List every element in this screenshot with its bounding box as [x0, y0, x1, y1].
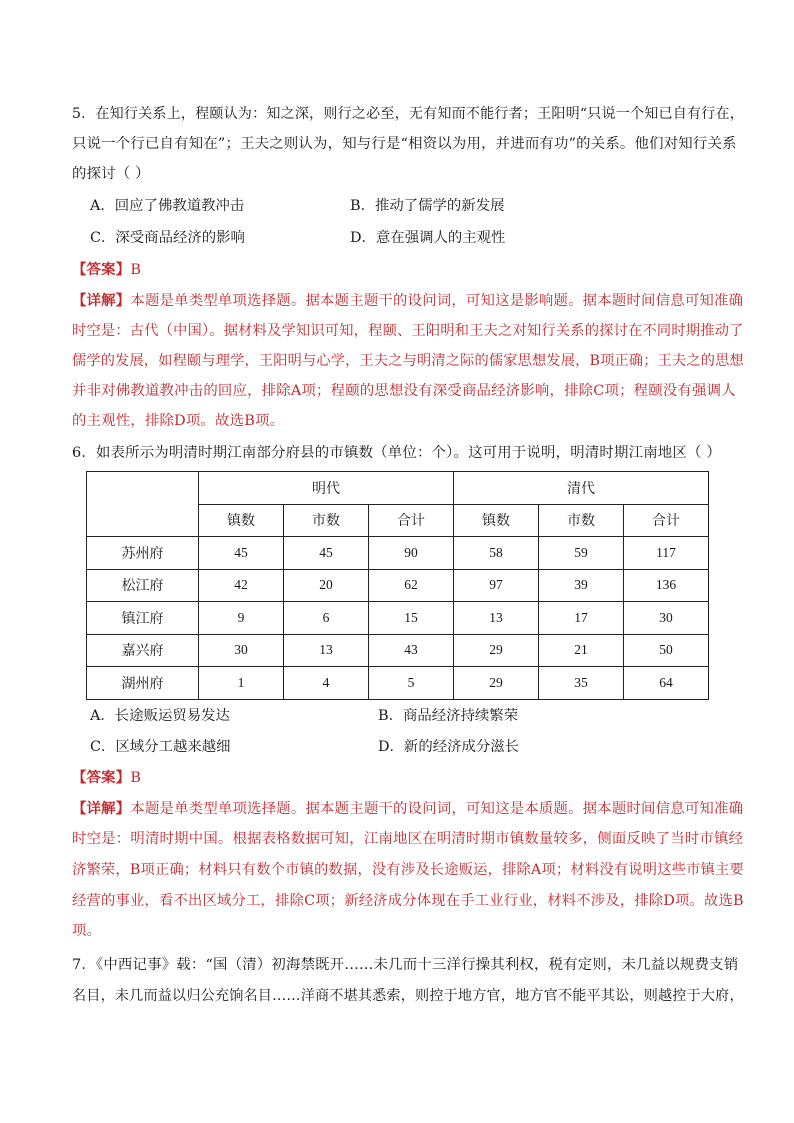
table-cell: 35 — [539, 667, 624, 700]
q5-detail-text-1: 本题是单类型单项选择题。据本题主题干的设问词，可知这是影响题。据本题时间信息可知准确 — [130, 293, 744, 309]
q6-option-b: B．商品经济持续繁荣 — [378, 708, 519, 724]
table-cell: 6 — [284, 602, 369, 635]
table-cell: 97 — [454, 569, 539, 602]
table-cell: 58 — [454, 537, 539, 570]
table-cell: 90 — [369, 537, 454, 570]
table-cell: 4 — [284, 667, 369, 700]
table-cell: 13 — [284, 634, 369, 667]
sub-header-cell: 镇数 — [454, 504, 539, 537]
table-cell: 1 — [199, 667, 284, 700]
table-cell: 59 — [539, 537, 624, 570]
q5-detail-line-1 — [72, 291, 743, 311]
table-cell: 29 — [454, 667, 539, 700]
q6-detail-label: 【详解】 — [72, 800, 131, 817]
q5-detail-line-2: 时空是：古代（中国）。据材料及学知识可知，程颐、王阳明和王夫之对知行关系的探讨在不同时期推动了 — [72, 323, 744, 339]
q6-detail-text-1: 本题是单类型单项选择题。据本题主题干的设问词，可知这是本质题。据本题时间信息可知准确 — [130, 801, 744, 817]
table-cell: 17 — [539, 602, 624, 635]
q5-option-d: D．意在强调人的主观性 — [350, 230, 506, 246]
table-cell: 39 — [539, 569, 624, 602]
table-cell: 29 — [454, 634, 539, 667]
sub-header-cell: 镇数 — [199, 504, 284, 537]
q6-answer-value: B — [130, 770, 142, 786]
q6-option-c: C．区域分工越来越细 — [90, 739, 231, 755]
q7-stem-line-1: 7．《中西记事》载：“国（清）初海禁既开……未几而十三洋行操其利权，税有定则，未几益以规费支销 — [72, 957, 739, 973]
period-header-ming: 明代 — [199, 472, 454, 505]
table-cell: 136 — [624, 569, 709, 602]
q5-answer-value: B — [130, 262, 142, 278]
q5-option-b: B．推动了儒学的新发展 — [350, 198, 505, 214]
table-cell: 20 — [284, 569, 369, 602]
q5-detail-label: 【详解】 — [72, 292, 131, 309]
q5-option-c: C．深受商品经济的影响 — [90, 230, 245, 246]
sub-header-cell: 合计 — [369, 504, 454, 537]
table-cell: 13 — [454, 602, 539, 635]
q5-stem-line-3: 的探讨（ ） — [72, 166, 150, 182]
table-cell: 45 — [199, 537, 284, 570]
table-row — [87, 602, 709, 635]
q5-detail-line-4: 并非对佛教道教冲击的回应，排除A项；程颐的思想没有深受商品经济影响，排除C项；程颐没有强调人 — [72, 383, 736, 399]
q5-detail-line-5: 的主观性，排除D项。故选B项。 — [72, 413, 285, 429]
q6-stem: 6．如表所示为明清时期江南部分府县的市镇数（单位：个）。这可用于说明，明清时期江南地区（ ） — [72, 445, 721, 461]
table-cell: 45 — [284, 537, 369, 570]
q5-answer-label: 【答案】 — [72, 261, 131, 278]
period-header-qing: 清代 — [454, 472, 709, 505]
table-cell: 42 — [199, 569, 284, 602]
sub-header-cell: 合计 — [624, 504, 709, 537]
q5-stem-line-2: 只说一个行已自有知在”；王夫之则认为，知与行是“相资以为用，并进而有功”的关系。他们对知行关系 — [72, 136, 737, 152]
q6-detail-line-3: 济繁荣，B项正确；材料只有数个市镇的数据，没有涉及长途贩运，排除A项；材料没有说明这些市镇主要 — [72, 862, 744, 878]
table-row — [87, 634, 709, 667]
table-cell: 30 — [199, 634, 284, 667]
table-row — [87, 569, 709, 602]
table-corner-cell — [87, 472, 199, 537]
q6-answer-label: 【答案】 — [72, 769, 131, 786]
table-cell: 50 — [624, 634, 709, 667]
q7-stem-line-2: 名目，未几而益以归公充饷名目……洋商不堪其悉索，则控于地方官，地方官不能平其讼，则越控于大府， — [72, 988, 744, 1004]
q5-stem-line-1: 5．在知行关系上，程颐认为：知之深，则行之必至，无有知而不能行者；王阳明“只说一个知已自有行在， — [72, 106, 745, 122]
table-period-header-row — [87, 472, 709, 505]
q6-detail-line-2: 时空是：明清时期中国。根据表格数据可知，江南地区在明清时期市镇数量较多，侧面反映了当时市镇经 — [72, 831, 744, 847]
q5-detail-line-3: 儒学的发展，如程颐与理学，王阳明与心学，王夫之与明清之际的儒家思想发展，B项正确；王夫之的思想 — [72, 353, 744, 369]
table-row — [87, 537, 709, 570]
row-prefecture-name: 镇江府 — [87, 602, 199, 635]
table-cell: 117 — [624, 537, 709, 570]
table-cell: 64 — [624, 667, 709, 700]
table-cell: 9 — [199, 602, 284, 635]
q5-option-a: A．回应了佛教道教冲击 — [90, 198, 245, 214]
q6-option-d: D．新的经济成分滋长 — [378, 739, 520, 755]
q5-answer — [72, 260, 141, 280]
q6-detail-line-4: 经营的事业，看不出区域分工，排除C项；新经济成分体现在手工业行业，材料不涉及，排除D项。故选B — [72, 893, 744, 909]
row-prefecture-name: 苏州府 — [87, 537, 199, 570]
table-cell: 62 — [369, 569, 454, 602]
q6-answer — [72, 768, 141, 788]
row-prefecture-name: 松江府 — [87, 569, 199, 602]
sub-header-cell: 市数 — [539, 504, 624, 537]
table-row — [87, 667, 709, 700]
table-cell: 43 — [369, 634, 454, 667]
q6-option-a: A．长途贩运贸易发达 — [90, 708, 230, 724]
table-cell: 5 — [369, 667, 454, 700]
row-prefecture-name: 嘉兴府 — [87, 634, 199, 667]
table-cell: 30 — [624, 602, 709, 635]
q6-detail-line-5: 项。 — [72, 923, 102, 939]
q6-detail-line-1 — [72, 799, 743, 819]
town-count-table — [86, 471, 709, 700]
row-prefecture-name: 湖州府 — [87, 667, 199, 700]
sub-header-cell: 市数 — [284, 504, 369, 537]
table-cell: 15 — [369, 602, 454, 635]
table-cell: 21 — [539, 634, 624, 667]
